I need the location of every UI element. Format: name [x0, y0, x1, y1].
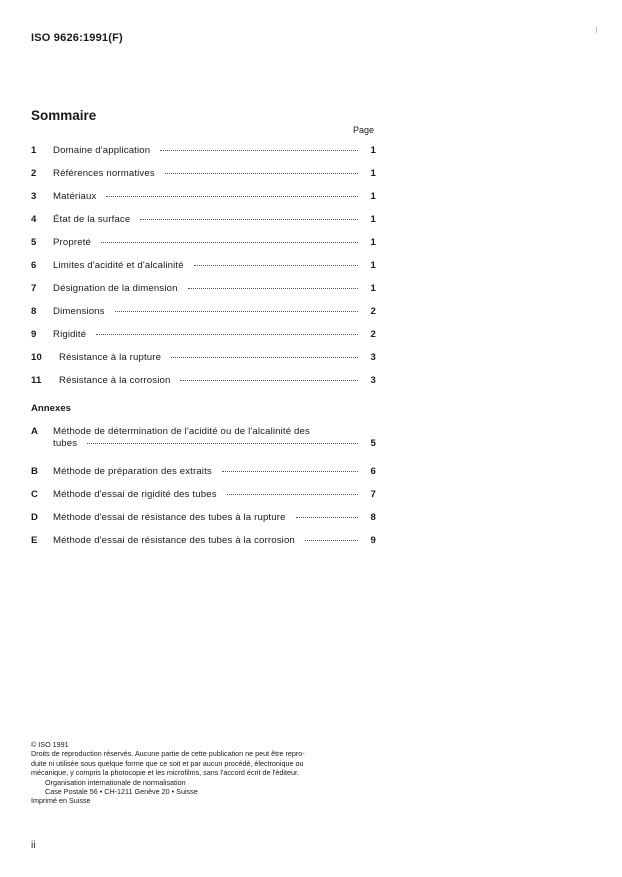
toc-entry-title: Références normatives: [53, 168, 155, 179]
toc-entry[interactable]: [31, 145, 376, 168]
toc-entry-page: 2: [370, 306, 376, 317]
annex-page: 7: [370, 489, 376, 500]
toc-entry-number: 3: [31, 191, 37, 202]
annex-entry[interactable]: [31, 535, 376, 558]
annex-title-line-1: Méthode de détermination de l'acidité ou de l'alcalinité des: [53, 426, 310, 437]
rights-text-line: duite ni utilisée sous quelque forme que ce soit et par aucun procédé, électronique ou: [31, 758, 304, 768]
annex-page: 5: [370, 438, 376, 449]
annex-letter: A: [31, 426, 39, 437]
toc-entry-page: 1: [370, 237, 376, 248]
annex-page: 6: [370, 466, 376, 477]
toc-entry-page: 1: [370, 168, 376, 179]
toc-entry[interactable]: [31, 191, 376, 214]
toc-entry-page: 2: [370, 329, 376, 340]
toc-leader-dots: [222, 470, 358, 472]
toc-leader-dots: [160, 149, 358, 151]
table-of-contents: [31, 145, 376, 398]
annex-page: 8: [370, 512, 376, 523]
annex-title: Méthode de préparation des extraits: [53, 466, 212, 477]
toc-entry-number: 7: [31, 283, 37, 294]
toc-entry-number: 5: [31, 237, 37, 248]
annex-entry[interactable]: [31, 489, 376, 512]
toc-leader-dots: [106, 195, 358, 197]
page-column-label: Page: [353, 125, 375, 135]
toc-entry-page: 1: [370, 214, 376, 225]
toc-leader-dots: [115, 310, 358, 312]
toc-entry-title: État de la surface: [53, 214, 131, 225]
organisation-name: Organisation internationale de normalisation: [45, 777, 186, 787]
toc-entry[interactable]: [31, 375, 376, 398]
copyright-line: © ISO 1991: [31, 740, 69, 749]
copyright-footer: [31, 740, 381, 806]
rights-text-line: Droits de reproduction réservés. Aucune partie de cette publication ne peut être repro-: [31, 749, 305, 759]
toc-entry-page: 1: [370, 283, 376, 294]
toc-entry-title: Désignation de la dimension: [53, 283, 178, 294]
toc-entry-number: 6: [31, 260, 37, 271]
toc-entry-title: Matériaux: [53, 191, 97, 202]
page-title: Sommaire: [31, 108, 97, 123]
page-number: ii: [31, 840, 36, 851]
toc-leader-dots: [188, 287, 358, 289]
toc-entry-number: 8: [31, 306, 37, 317]
annex-title: Méthode d'essai de résistance des tubes à la corrosion: [53, 535, 295, 546]
toc-leader-dots: [96, 333, 358, 335]
toc-entry-number: 9: [31, 329, 37, 340]
toc-leader-dots: [140, 218, 358, 220]
annex-letter: C: [31, 489, 39, 500]
toc-entry[interactable]: [31, 237, 376, 260]
toc-entry-title: Résistance à la rupture: [59, 352, 162, 363]
toc-leader-dots: [165, 172, 358, 174]
toc-entry-number: 4: [31, 214, 37, 225]
annex-letter: E: [31, 535, 38, 546]
annex-entry[interactable]: [31, 512, 376, 535]
toc-entry-title: Rigidité: [53, 329, 87, 340]
scan-mark: [596, 27, 597, 33]
toc-entry[interactable]: [31, 260, 376, 283]
toc-leader-dots: [296, 516, 358, 518]
rights-text-line: mécanique, y compris la photocopie et les microfilms, sans l'accord écrit de l'éditeur.: [31, 768, 300, 778]
toc-leader-dots: [87, 442, 358, 444]
toc-entry[interactable]: [31, 306, 376, 329]
toc-entry[interactable]: [31, 352, 376, 375]
toc-leader-dots: [171, 356, 358, 358]
annex-letter: B: [31, 466, 39, 477]
document-identifier: ISO 9626:1991(F): [31, 32, 123, 44]
toc-leader-dots: [194, 264, 358, 266]
toc-entry-number: 1: [31, 145, 37, 156]
toc-entry-title: Résistance à la corrosion: [59, 375, 171, 386]
toc-entry-page: 1: [370, 191, 376, 202]
annex-title: Méthode d'essai de résistance des tubes à la rupture: [53, 512, 286, 523]
toc-entry-title: Propreté: [53, 237, 91, 248]
toc-entry-number: 2: [31, 168, 37, 179]
toc-entry-page: 3: [370, 375, 376, 386]
toc-entry[interactable]: [31, 214, 376, 237]
toc-leader-dots: [180, 379, 358, 381]
toc-entry-title: Limites d'acidité et d'alcalinité: [53, 260, 184, 271]
toc-leader-dots: [227, 493, 358, 495]
annex-title: Méthode d'essai de rigidité des tubes: [53, 489, 217, 500]
annexes-heading: Annexes: [31, 403, 71, 414]
toc-entry-page: 3: [370, 352, 376, 363]
toc-entry-number: 11: [31, 375, 42, 386]
toc-entry-title: Dimensions: [53, 306, 105, 317]
organisation-address: Case Postale 56 • CH-1211 Genève 20 • Suisse: [45, 787, 198, 797]
toc-entry[interactable]: [31, 168, 376, 191]
toc-leader-dots: [305, 539, 358, 541]
toc-entry[interactable]: [31, 283, 376, 306]
annex-title-line-2: tubes: [53, 438, 78, 449]
printed-in: Imprimé en Suisse: [31, 796, 91, 806]
annex-page: 9: [370, 535, 376, 546]
toc-entry-title: Domaine d'application: [53, 145, 151, 156]
annexes-list: [31, 426, 376, 558]
toc-entry-number: 10: [31, 352, 42, 363]
toc-leader-dots: [101, 241, 358, 243]
toc-entry-page: 1: [370, 260, 376, 271]
toc-entry[interactable]: [31, 329, 376, 352]
annex-letter: D: [31, 512, 39, 523]
toc-entry-page: 1: [370, 145, 376, 156]
annex-entry[interactable]: [31, 426, 376, 466]
annex-entry[interactable]: [31, 466, 376, 489]
